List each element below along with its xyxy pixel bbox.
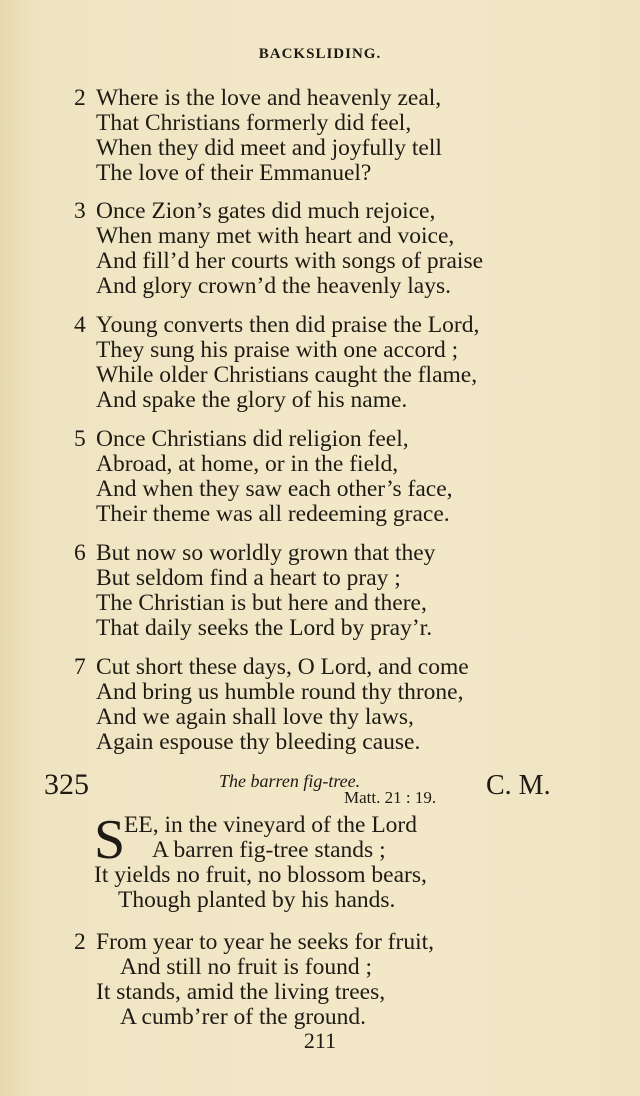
verse-line: Once Zion’s gates did much rejoice, (96, 198, 436, 224)
verse-number: 2 (74, 85, 86, 111)
verse-line: And spake the glory of his name. (96, 387, 408, 413)
verse-line: While older Christians caught the flame, (96, 362, 478, 388)
verse-line: Abroad, at home, or in the field, (96, 451, 399, 477)
verse-line: The love of their Emmanuel? (96, 160, 372, 186)
verse-line: Their theme was all redeeming grace. (96, 501, 450, 527)
drop-cap: S (94, 809, 126, 871)
verse-line: But now so worldly grown that they (96, 540, 436, 566)
verse-line: They sung his praise with one accord ; (96, 337, 459, 363)
verse-line: Again espouse thy bleeding cause. (96, 729, 421, 755)
verse-block (74, 655, 469, 755)
verse-number: 6 (74, 540, 86, 566)
hymn-heading (44, 768, 594, 818)
verse-line: A cumb’rer of the ground. (120, 1004, 367, 1030)
verse-number: 7 (74, 654, 86, 680)
verse-line: And fill’d her courts with songs of praise (96, 248, 484, 274)
hymn-meter: C. M. (486, 770, 551, 801)
verse-line: Once Christians did religion feel, (96, 426, 409, 452)
verse-line: And still no fruit is found ; (120, 954, 372, 980)
hymn-verse-1 (94, 809, 427, 913)
verse-number: 4 (74, 312, 86, 338)
scripture-reference: Matt. 21 : 19. (344, 788, 437, 807)
running-header: BACKSLIDING. (258, 46, 382, 62)
verse-line: And we again shall love thy laws, (96, 704, 414, 730)
verse-block (74, 427, 453, 527)
verse-line: Young converts then did praise the Lord, (96, 312, 480, 338)
verse-line: When many met with heart and voice, (96, 223, 455, 249)
verse-block (74, 86, 442, 186)
verse-number: 5 (74, 426, 86, 452)
verse-line: EE, in the vineyard of the Lord (124, 812, 418, 838)
page-number: 211 (303, 1028, 337, 1053)
hymn-number: 325 (44, 768, 89, 801)
verse-line: The Christian is but here and there, (96, 590, 427, 616)
verse-line: It yields no fruit, no blossom bears, (94, 862, 427, 888)
verse-line: And bring us humble round thy throne, (96, 679, 464, 705)
verse-line: But seldom find a heart to pray ; (96, 565, 401, 591)
verse-line: And when they saw each other’s face, (96, 476, 453, 502)
verse-line: It stands, amid the living trees, (96, 979, 386, 1005)
verse-block (74, 199, 483, 299)
verse-line: And glory crown’d the heavenly lays. (96, 273, 452, 299)
verse-number: 3 (74, 198, 86, 224)
verse-line: Cut short these days, O Lord, and come (96, 654, 469, 680)
verse-line: That Christians formerly did feel, (96, 110, 412, 136)
verse-line: Though planted by his hands. (118, 887, 396, 913)
verse-line: From year to year he seeks for fruit, (96, 929, 435, 955)
verse-block (74, 541, 435, 641)
verse-line: Where is the love and heavenly zeal, (96, 85, 442, 111)
verse-line: That daily seeks the Lord by pray’r. (96, 615, 433, 641)
hymn-title: The barren fig-tree. (219, 771, 361, 791)
verse-line: A barren fig-tree stands ; (152, 837, 386, 863)
verse-block (74, 930, 434, 1030)
verse-number: 2 (74, 929, 86, 955)
verse-block (74, 313, 479, 413)
verse-line: When they did meet and joyfully tell (96, 135, 442, 161)
